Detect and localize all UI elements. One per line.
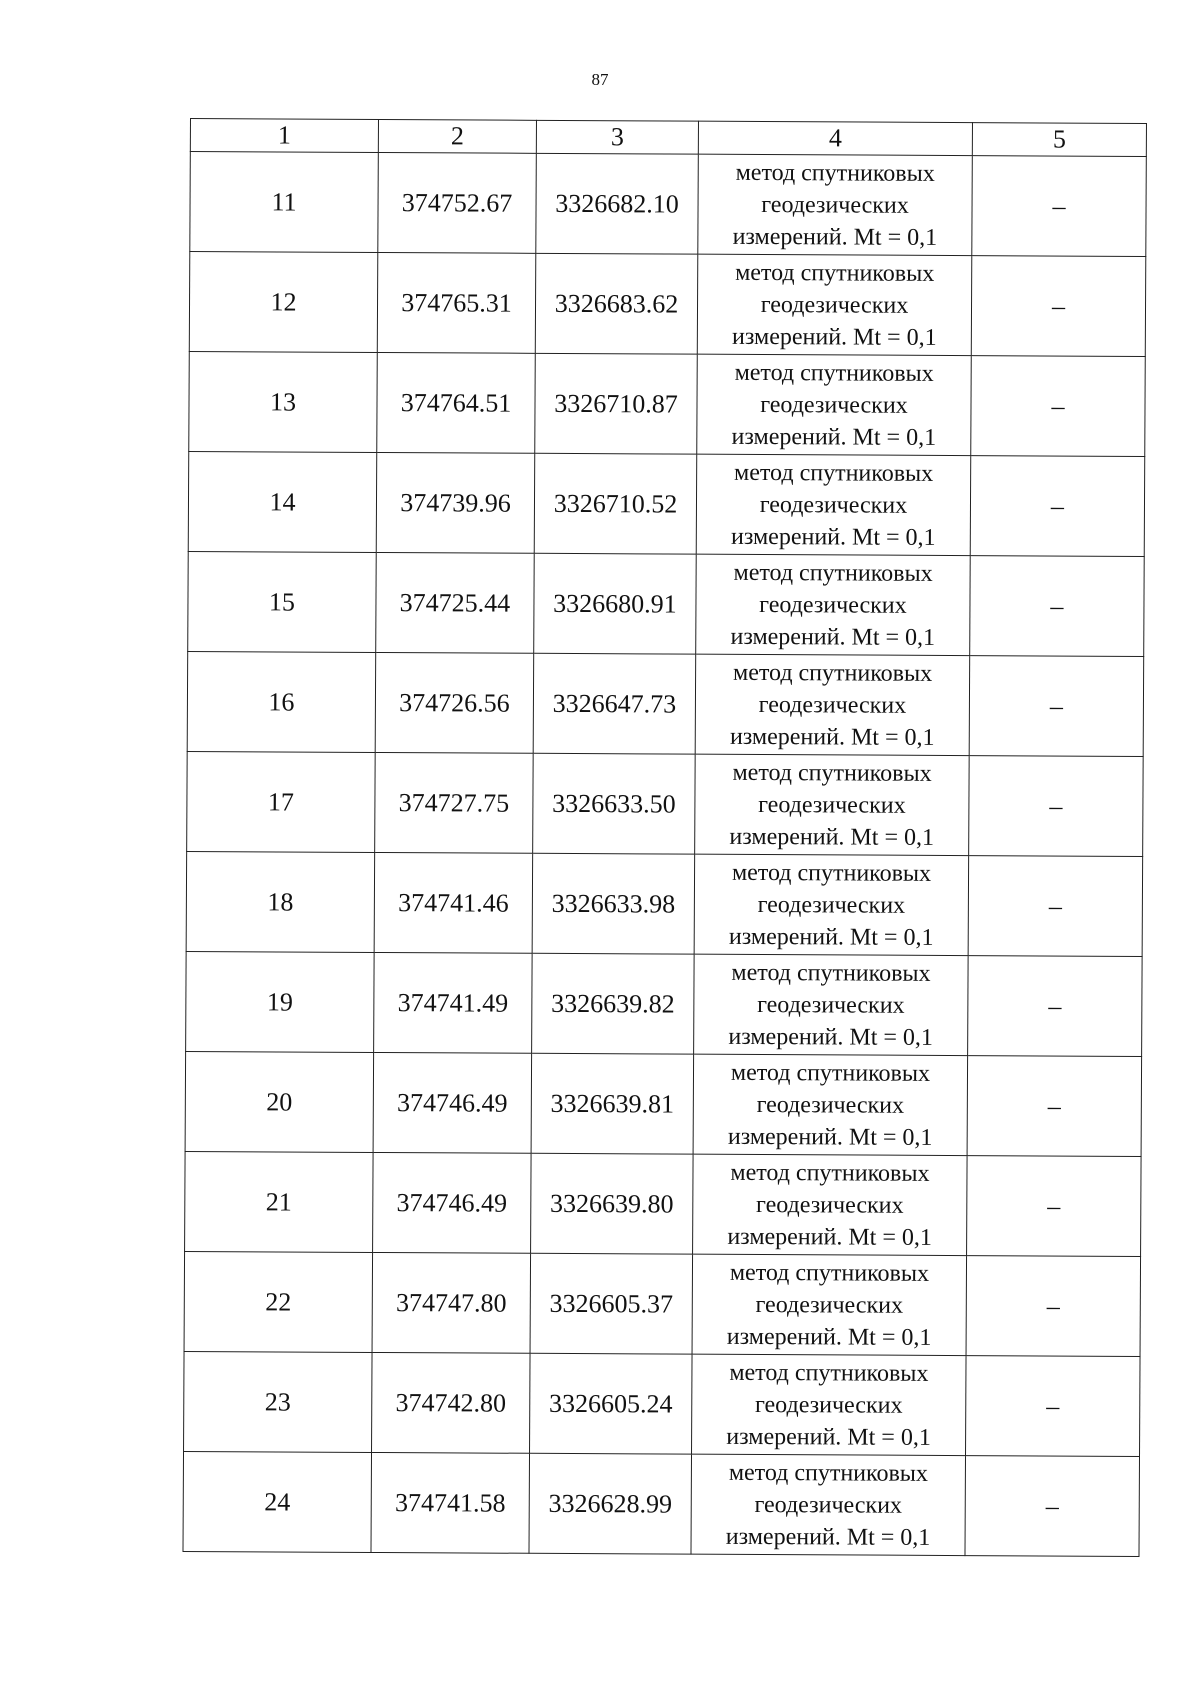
y-coordinate-cell: 3326633.50 <box>533 753 696 854</box>
y-coordinate-cell: 3326710.52 <box>534 453 697 554</box>
method-cell <box>697 354 972 455</box>
table-row <box>184 1351 1141 1456</box>
table-row <box>188 451 1145 556</box>
method-line: измерений. Mt = 0,1 <box>729 723 935 751</box>
note-cell: – <box>969 756 1144 857</box>
table-row <box>183 1451 1140 1556</box>
note-cell: – <box>968 956 1143 1057</box>
method-line: метод спутниковых <box>733 559 933 587</box>
x-coordinate-cell: 374746.49 <box>373 1152 532 1253</box>
method-line: геодезических <box>757 991 905 1019</box>
x-coordinate-cell: 374742.80 <box>372 1352 531 1453</box>
column-header: 4 <box>698 121 972 155</box>
note-cell: – <box>970 456 1145 557</box>
y-coordinate-cell: 3326639.82 <box>532 953 695 1054</box>
point-number-cell: 21 <box>185 1151 374 1252</box>
column-header: 3 <box>536 120 698 154</box>
method-line: метод спутниковых <box>734 459 934 487</box>
method-cell <box>694 854 969 955</box>
method-line: геодезических <box>761 191 909 219</box>
method-line: измерений. Mt = 0,1 <box>727 1123 933 1151</box>
note-cell: – <box>971 256 1146 357</box>
method-line: измерений. Mt = 0,1 <box>725 1523 931 1551</box>
method-line: метод спутниковых <box>734 359 934 387</box>
method-line: измерений. Mt = 0,1 <box>729 823 935 851</box>
method-line: геодезических <box>760 291 909 319</box>
point-number-cell: 20 <box>185 1051 374 1152</box>
point-number-cell: 23 <box>184 1351 373 1452</box>
x-coordinate-cell: 374739.96 <box>376 452 535 553</box>
method-cell <box>695 654 970 755</box>
y-coordinate-cell: 3326605.37 <box>530 1253 693 1354</box>
method-line: геодезических <box>760 391 908 419</box>
method-line: метод спутниковых <box>730 1059 931 1087</box>
method-cell <box>692 1354 967 1455</box>
point-number-cell: 17 <box>187 751 376 852</box>
method-cell <box>692 1254 967 1355</box>
x-coordinate-cell: 374764.51 <box>377 352 536 453</box>
method-line: измерений. Mt = 0,1 <box>727 1223 932 1251</box>
y-coordinate-cell: 3326710.87 <box>535 353 698 454</box>
x-coordinate-cell: 374752.67 <box>378 152 537 253</box>
method-line: измерений. Mt = 0,1 <box>728 923 934 951</box>
method-line: геодезических <box>754 1491 903 1519</box>
table-body <box>183 152 1146 1557</box>
method-line: геодезических <box>758 791 906 819</box>
table-row <box>189 351 1146 456</box>
column-header: 5 <box>972 123 1146 157</box>
x-coordinate-cell: 374741.46 <box>374 852 533 953</box>
method-cell <box>696 554 971 655</box>
point-number-cell: 14 <box>188 451 377 552</box>
method-line: геодезических <box>758 691 907 719</box>
method-line: измерений. Mt = 0,1 <box>728 1023 934 1051</box>
x-coordinate-cell: 374765.31 <box>377 252 536 353</box>
page-number: 87 <box>591 70 609 89</box>
method-line: геодезических <box>757 891 906 919</box>
x-coordinate-cell: 374726.56 <box>375 652 534 753</box>
method-line: метод спутниковых <box>729 1259 930 1287</box>
note-cell: – <box>965 1456 1140 1557</box>
note-cell: – <box>969 656 1144 757</box>
method-line: геодезических <box>754 1391 903 1419</box>
column-header: 1 <box>190 119 378 153</box>
coordinates-table <box>182 118 1146 1557</box>
method-cell <box>693 1054 968 1155</box>
table-row <box>184 1251 1141 1356</box>
y-coordinate-cell: 3326628.99 <box>529 1453 692 1554</box>
method-line: геодезических <box>755 1291 904 1319</box>
method-cell <box>695 754 970 855</box>
method-cell <box>697 254 972 355</box>
table-row <box>186 851 1143 956</box>
method-line: геодезических <box>759 491 908 519</box>
y-coordinate-cell: 3326605.24 <box>530 1353 693 1454</box>
method-line: измерений. Mt = 0,1 <box>730 623 936 651</box>
y-coordinate-cell: 3326647.73 <box>533 653 696 754</box>
y-coordinate-cell: 3326639.81 <box>531 1053 694 1154</box>
method-cell <box>694 954 969 1055</box>
note-cell: – <box>966 1356 1141 1457</box>
table-row <box>188 551 1145 656</box>
method-line: геодезических <box>759 591 907 619</box>
note-cell: – <box>966 1256 1141 1357</box>
y-coordinate-cell: 3326633.98 <box>532 853 695 954</box>
method-cell <box>698 154 973 255</box>
method-line: измерений. Mt = 0,1 <box>732 223 938 251</box>
x-coordinate-cell: 374746.49 <box>373 1052 532 1153</box>
point-number-cell: 11 <box>190 152 379 253</box>
table-header-row <box>190 119 1146 157</box>
table-row <box>186 951 1143 1056</box>
point-number-cell: 12 <box>189 252 378 353</box>
method-line: метод спутниковых <box>732 659 933 687</box>
point-number-cell: 24 <box>183 1451 372 1552</box>
table-row <box>189 252 1146 357</box>
method-cell <box>693 1154 968 1255</box>
x-coordinate-cell: 374747.80 <box>372 1252 531 1353</box>
note-cell: – <box>967 1156 1142 1257</box>
y-coordinate-cell: 3326683.62 <box>535 253 698 354</box>
method-line: геодезических <box>756 1191 904 1219</box>
method-line: измерений. Mt = 0,1 <box>732 323 937 351</box>
method-line: измерений. Mt = 0,1 <box>731 423 937 451</box>
table-row <box>185 1151 1142 1256</box>
point-number-cell: 15 <box>188 551 377 652</box>
note-cell: – <box>970 556 1145 657</box>
point-number-cell: 19 <box>186 951 375 1052</box>
x-coordinate-cell: 374741.58 <box>371 1452 530 1553</box>
table-row <box>190 152 1147 257</box>
column-header: 2 <box>378 119 536 153</box>
note-cell: – <box>971 356 1146 457</box>
method-line: метод спутниковых <box>735 159 935 187</box>
y-coordinate-cell: 3326682.10 <box>536 153 699 254</box>
method-line: измерений. Mt = 0,1 <box>730 523 936 551</box>
method-line: измерений. Mt = 0,1 <box>726 1423 931 1451</box>
note-cell: – <box>967 1056 1142 1157</box>
method-line: метод спутниковых <box>735 259 935 287</box>
y-coordinate-cell: 3326639.80 <box>531 1153 694 1254</box>
note-cell: – <box>972 156 1147 257</box>
table-row <box>187 651 1144 756</box>
method-line: метод спутниковых <box>730 1159 930 1187</box>
table-row <box>185 1051 1142 1156</box>
method-cell <box>691 1454 966 1555</box>
point-number-cell: 16 <box>187 651 376 752</box>
point-number-cell: 22 <box>184 1251 373 1352</box>
x-coordinate-cell: 374725.44 <box>376 552 535 653</box>
y-coordinate-cell: 3326680.91 <box>534 553 697 654</box>
method-line: метод спутниковых <box>728 1459 929 1487</box>
point-number-cell: 18 <box>186 851 375 952</box>
x-coordinate-cell: 374727.75 <box>375 752 534 853</box>
table-row <box>187 751 1144 856</box>
x-coordinate-cell: 374741.49 <box>374 952 533 1053</box>
method-line: метод спутниковых <box>731 959 931 987</box>
method-cell <box>696 454 971 555</box>
method-line: метод спутниковых <box>729 1359 929 1387</box>
method-line: измерений. Mt = 0,1 <box>726 1323 932 1351</box>
method-line: метод спутниковых <box>731 859 932 887</box>
note-cell: – <box>968 856 1143 957</box>
method-line: геодезических <box>756 1091 905 1119</box>
method-line: метод спутниковых <box>732 759 932 787</box>
point-number-cell: 13 <box>189 351 378 452</box>
